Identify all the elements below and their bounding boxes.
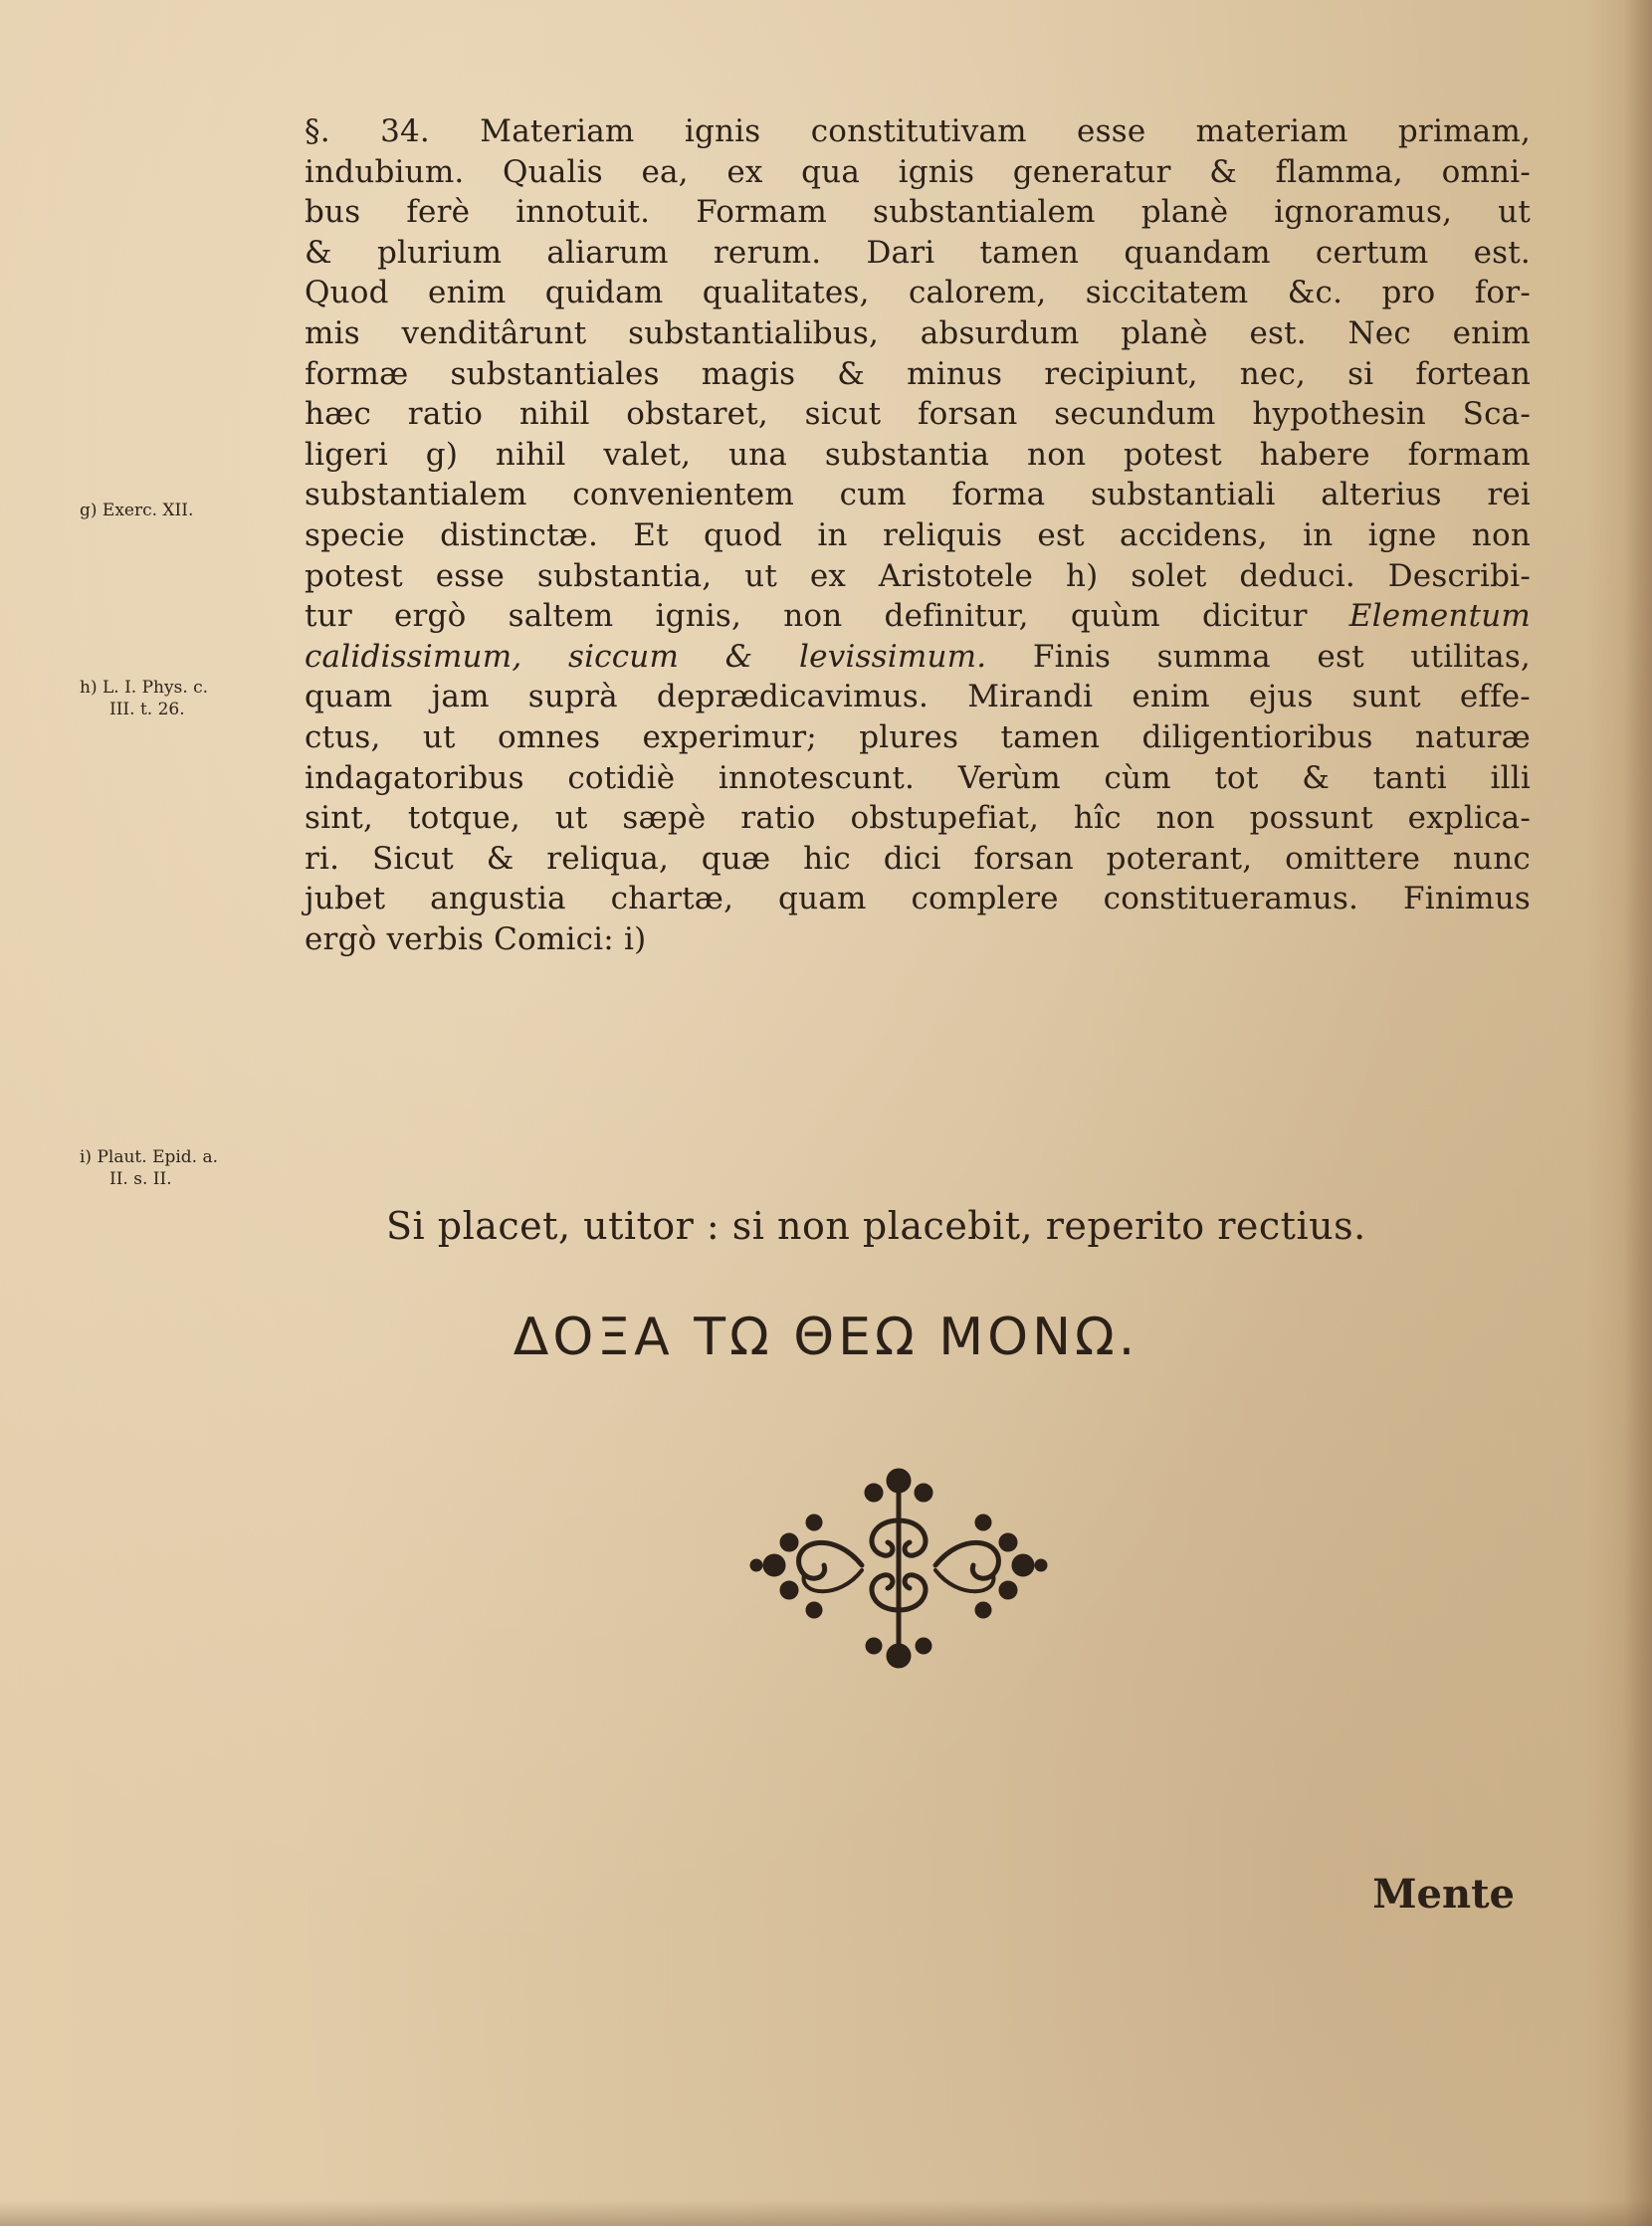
greek-motto: ΔΟΞΑ ΤΩ ΘΕΩ ΜΟΝΩ. (513, 1308, 1139, 1367)
page-edge-shadow (1624, 0, 1652, 2226)
text-line: ligeri g) nihil valet, una substantia non potest habere formam (305, 436, 1531, 473)
text-line: quam jam suprà deprædicavimus. Mirandi enim ejus sunt effe- (305, 679, 1531, 715)
text-line: potest esse substantia, ut ex Aristotele h) solet deduci. Describi- (305, 557, 1531, 594)
text-line: sint, totque, ut sæpè ratio obstupefiat, hîc non possunt explica- (305, 800, 1531, 837)
text-line: ri. Sicut & reliqua, quæ hic dici forsan poterant, omittere nunc (305, 840, 1531, 877)
page-bottom-shadow (0, 2200, 1652, 2226)
note-line: III. t. 26. (109, 700, 185, 719)
text-line: & plurium aliarum rerum. Dari tamen quandam certum est. (305, 234, 1531, 271)
text-line: jubet angustia chartæ, quam complere constitueramus. Finimus (305, 881, 1531, 917)
text-line: formæ substantiales magis & minus recipiunt, nec, si fortean (305, 355, 1531, 392)
italic-text: calidissimum, siccum & levissimum. (305, 638, 987, 675)
printers-ornament (744, 1461, 1053, 1672)
text-span: Finis summa est utilitas, (1032, 638, 1531, 675)
text-line-mixed (305, 596, 1531, 637)
verse-quote: Si placet, utitor : si non placebit, reperito rectius. (386, 1204, 1366, 1248)
text-line: Quod enim quidam qualitates, calorem, siccitatem &c. pro for- (305, 275, 1531, 311)
marginal-note-h (80, 677, 299, 720)
text-line: indubium. Qualis ea, ex qua ignis generatur & flamma, omni- (305, 153, 1531, 190)
text-line: ctus, ut omnes experimur; plures tamen diligentioribus naturæ (305, 718, 1531, 755)
marginal-note-i (80, 1146, 299, 1190)
note-line: i) Plaut. Epid. a. (80, 1147, 219, 1167)
text-line: substantialem convenientem cum forma substantiali alterius rei (305, 477, 1531, 513)
marginal-note-g (80, 500, 299, 521)
catchword: Mente (1372, 1871, 1515, 1918)
text-line: specie distinctæ. Et quod in reliquis est accidens, in igne non (305, 516, 1531, 553)
note-line: g) Exerc. XII. (80, 501, 194, 520)
text-line-mixed (305, 637, 1531, 678)
note-line: h) L. I. Phys. c. (80, 678, 209, 698)
italic-text: Elementum (1348, 598, 1531, 635)
text-line: mis venditârunt substantialibus, absurdum planè est. Nec enim (305, 314, 1531, 351)
body-text (305, 111, 1531, 959)
text-line: bus ferè innotuit. Formam substantialem planè ignoramus, ut (305, 194, 1531, 231)
text-line: §. 34. Materiam ignis constitutivam esse materiam primam, (305, 113, 1531, 149)
text-span: tur ergò saltem ignis, non definitur, quùm dicitur (305, 598, 1308, 635)
text-line: ergò verbis Comici: i) (305, 920, 647, 957)
text-line: hæc ratio nihil obstaret, sicut forsan secundum hypothesin Sca- (305, 396, 1531, 433)
note-line: II. s. II. (109, 1169, 172, 1189)
text-line: indagatoribus cotidiè innotescunt. Verùm cùm tot & tanti illi (305, 759, 1531, 796)
